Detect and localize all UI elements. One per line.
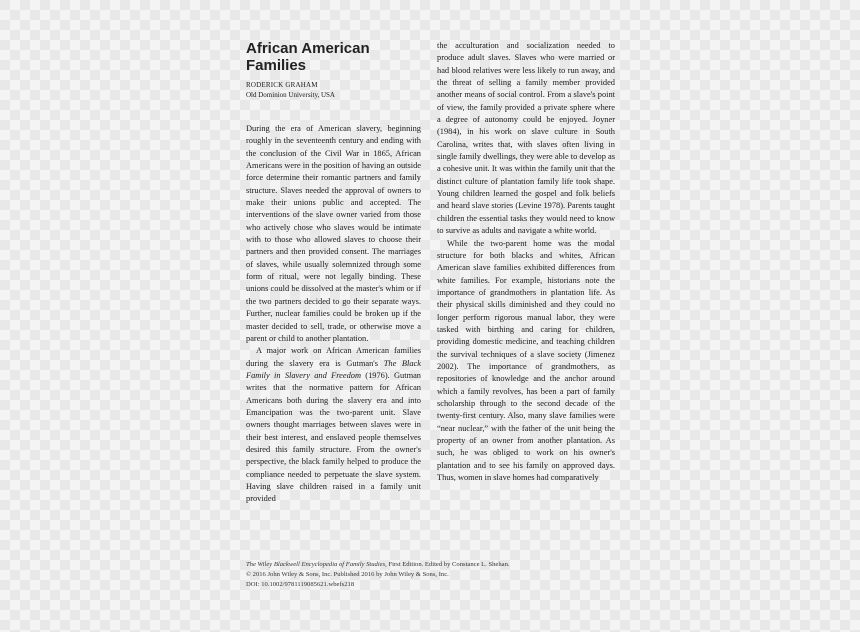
paragraph-1: During the era of American slavery, beginning roughly in the seventeenth century and ending with the conclusion of the Civil War in 1865, African Americans were in the position of having an outside force determine their romantic partners and family structure. Slaves needed the approval of owners to make their unions public and accepted. The interventions of the slave owner varied from those who actively chose who slaves would be intimate with to those who allowed slaves to choose their partners and then provided consent. The marriages of slaves, while usually solemnized through some form of ritual, were not legally binding. These unions could be dissolved at the master's whim or if the two partners decided to go their separate ways. Further, nuclear families could be broken up if the master decided to sell, trade, or otherwise move a parent or child to another plantation. xyxy=(246,124,421,343)
footer-copyright: © 2016 John Wiley & Sons, Inc. Published 2016 by John Wiley & Sons, Inc. xyxy=(246,571,449,578)
encyclopedia-title: The Wiley Blackwell Encyclopedia of Family Studies xyxy=(246,561,386,568)
paragraph-2 xyxy=(246,345,421,505)
paragraph-2-part-b: (1976). Gutman writes that the normative pattern for African Americans both during the slavery era and into Emancipation was the two-parent unit. Slave owners thought marriages between slaves were in their best interest, and enslaved people themselves desired this family structure. From the owner's perspective, the black family helped to produce the compliance needed to perpetuate the slave system. Having slave children raised in a family unit provided xyxy=(246,370,421,504)
footer-line-1 xyxy=(246,560,616,570)
footer-doi: DOI: 10.1002/9781119085621.wbefs218 xyxy=(246,581,355,588)
paragraph-2-part-a: A major work on African American families during the slavery era is Gutman's xyxy=(246,346,421,368)
title-line-1: African American xyxy=(246,40,370,57)
author-affiliation: Old Dominion University, USA xyxy=(246,91,335,99)
right-column xyxy=(437,40,615,484)
title-line-2: Families xyxy=(246,57,307,74)
paragraph-4: While the two-parent home was the modal structure for both blacks and whites, African American slave families exhibited differences from white families. For example, historians note the importance of grandmothers in plantation life. As their physical skills diminished and they could no longer perform rigorous manual labor, they were tasked with birthing and caring for children, providing domestic medicine, and teaching children the survival techniques of a slave society (Jimenez 2002). The importance of grandmothers, as repositories of knowledge and the anchor around which a family revolves, has been a part of family scholarship through to the second decade of the twenty-first century. Also, many slave families were “near nuclear,” with the father of the unit being the property of an owner from another plantation. As such, he was obliged to work on his owner's plantation and to see his family on approved days. Thus, women in slave homes had comparatively xyxy=(437,238,615,483)
footer-edition: , First Edition. Edited by Constance L. Shehan. xyxy=(385,561,510,568)
left-column xyxy=(246,40,421,506)
author-name: RODERICK GRAHAM xyxy=(246,81,318,89)
article-title xyxy=(246,40,421,74)
citation-footer xyxy=(246,560,616,590)
paragraph-3: the acculturation and socialization needed to produce adult slaves. Slaves who were married or had blood relatives were less likely to run away, and the threat of selling a family member provided another means of social control. From a slave's point of view, the family provided a private sphere where a degree of autonomy could be enjoyed. Joyner (1984), in his work on slave culture in South Carolina, writes that, with slaves often living in single family dwellings, they were able to develop as a cohesive unit. It was within the family unit that the distinct culture of plantation family life took shape. Young children learned the gospel and folk beliefs and heard slave stories (Levine 1978). Parents taught children the essential tasks they would need to know to survive as adults and navigate a white world. xyxy=(437,41,615,236)
book-title: The Black Family in Slavery and Freedom xyxy=(246,358,421,380)
